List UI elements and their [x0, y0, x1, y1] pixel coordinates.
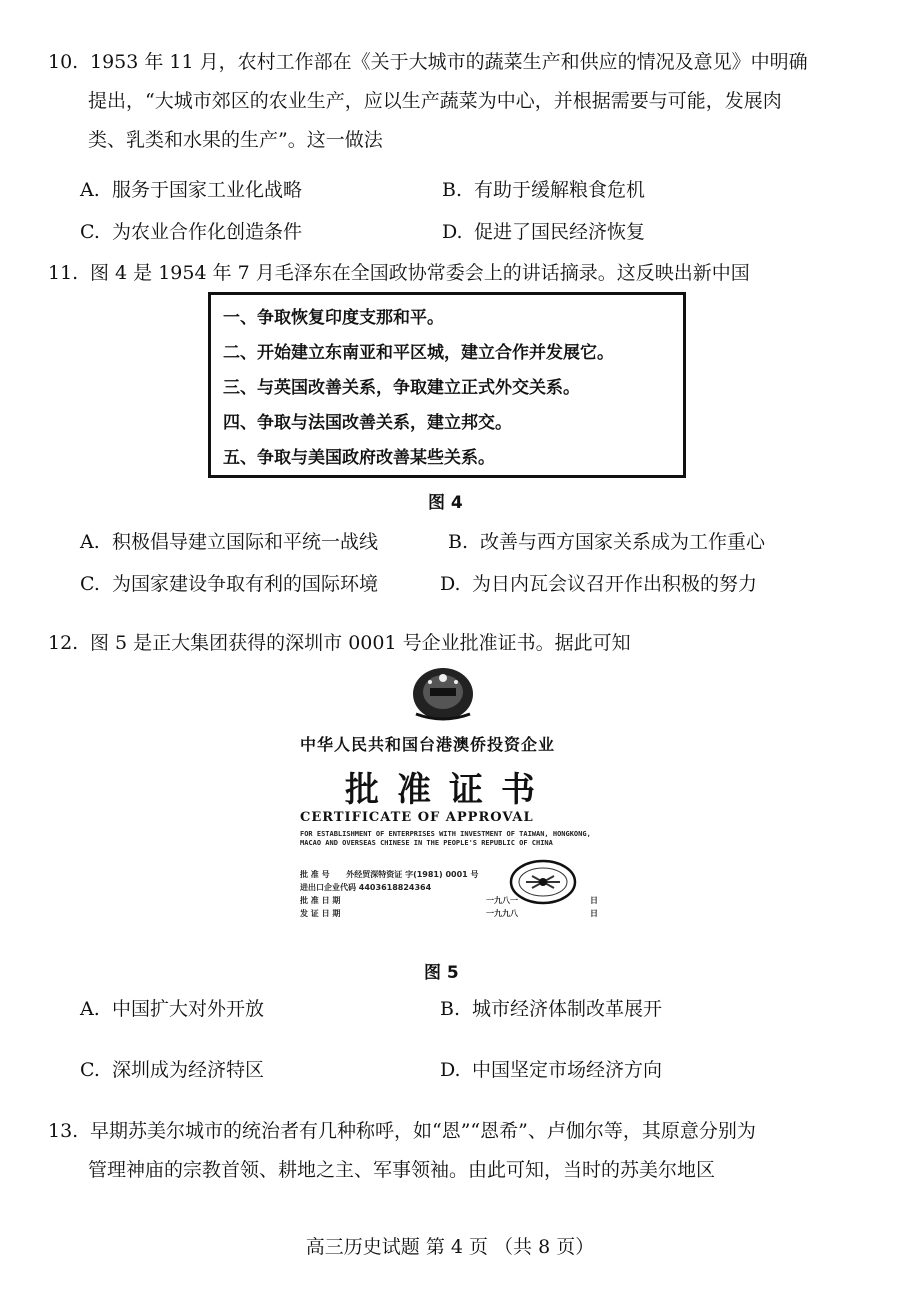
- q12-option-d[interactable]: D. 中国坚定市场经济方向: [440, 1059, 663, 1081]
- q10-option-a[interactable]: A. 服务于国家工业化战略: [80, 179, 303, 201]
- figure-4-line: 一、争取恢复印度支那和平。: [223, 308, 444, 328]
- question-10: [48, 43, 848, 160]
- q10-option-d[interactable]: D. 促进了国民经济恢复: [442, 221, 646, 243]
- figure-5-certificate: [296, 662, 602, 934]
- q11-option-a[interactable]: A. 积极倡导建立国际和平统一战线: [80, 531, 379, 553]
- certificate-title-big: 批准证书: [345, 770, 553, 810]
- question-number: 12.: [48, 632, 79, 654]
- page-footer: 高三历史试题 第 4 页 （共 8 页）: [305, 1236, 595, 1258]
- figure-4-line: 五、争取与美国政府改善某些关系。: [223, 448, 495, 468]
- q11-option-c[interactable]: C. 为国家建设争取有利的国际环境: [80, 573, 379, 595]
- question-stem-cont: 提出，“大城市郊区的农业生产，应以生产蔬菜为中心，并根据需要与可能，发展肉: [88, 90, 782, 112]
- figure-4-line: 三、与英国改善关系，争取建立正式外交关系。: [223, 378, 580, 398]
- figure-5-caption: 图 5: [424, 963, 459, 983]
- official-seal-icon: [508, 858, 578, 906]
- q10-option-b[interactable]: B. 有助于缓解粮食危机: [442, 179, 646, 201]
- certificate-row: 发 证 日 期 一九九八 日: [300, 909, 598, 918]
- certificate-row: 批 准 日 期 一九八一 日: [300, 896, 598, 905]
- q11-option-b[interactable]: B. 改善与西方国家关系成为工作重心: [448, 531, 766, 553]
- figure-4-caption: 图 4: [428, 493, 463, 513]
- figure-4-line: 四、争取与法国改善关系，建立邦交。: [223, 413, 512, 433]
- question-stem: 1953 年 11 月，农村工作部在《关于大城市的蔬菜生产和供应的情况及意见》中明确: [90, 51, 808, 73]
- question-stem: 早期苏美尔城市的统治者有几种称呼，如“恩”“恩希”、卢伽尔等，其原意分别为: [90, 1120, 756, 1142]
- q10-option-c[interactable]: C. 为农业合作化创造条件: [80, 221, 303, 243]
- q12-option-b[interactable]: B. 城市经济体制改革展开: [440, 998, 663, 1020]
- question-number: 10.: [48, 51, 79, 73]
- certificate-title-cn: 中华人民共和国台港澳侨投资企业: [300, 735, 556, 754]
- certificate-title-en: CERTIFICATE OF APPROVAL: [300, 810, 534, 825]
- certificate-subtitle-en: FOR ESTABLISHMENT OF ENTERPRISES WITH INVESTMENT OF TAIWAN, HONGKONG, MACAO AND OVERSEAS CHINESE IN THE PEOPLE'S REPUBLIC OF CHINA: [300, 830, 591, 847]
- certificate-row: 批 准 号 外经贸深特资证 字(1981) 0001 号: [300, 870, 479, 879]
- question-13: [48, 1112, 848, 1190]
- question-12: [48, 624, 848, 663]
- national-emblem-icon: [408, 664, 478, 724]
- question-10-line-1: [48, 43, 848, 82]
- q12-option-a[interactable]: A. 中国扩大对外开放: [80, 998, 265, 1020]
- q11-option-d[interactable]: D. 为日内瓦会议召开作出积极的努力: [440, 573, 758, 595]
- question-stem: 图 4 是 1954 年 7 月毛泽东在全国政协常委会上的讲话摘录。这反映出新中国: [90, 262, 750, 284]
- certificate-row: 进出口企业代码 4403618824364: [300, 883, 432, 892]
- question-stem-cont: 类、乳类和水果的生产”。这一做法: [88, 129, 383, 151]
- q12-option-c[interactable]: C. 深圳成为经济特区: [80, 1059, 265, 1081]
- question-number: 13.: [48, 1120, 79, 1142]
- question-stem-cont: 管理神庙的宗教首领、耕地之主、军事领袖。由此可知，当时的苏美尔地区: [88, 1159, 716, 1181]
- question-stem: 图 5 是正大集团获得的深圳市 0001 号企业批准证书。据此可知: [90, 632, 631, 654]
- figure-4-line: 二、开始建立东南亚和平区城，建立合作并发展它。: [223, 343, 614, 363]
- question-number: 11.: [48, 262, 79, 284]
- figure-4-box: [208, 292, 686, 478]
- question-11: [48, 254, 848, 293]
